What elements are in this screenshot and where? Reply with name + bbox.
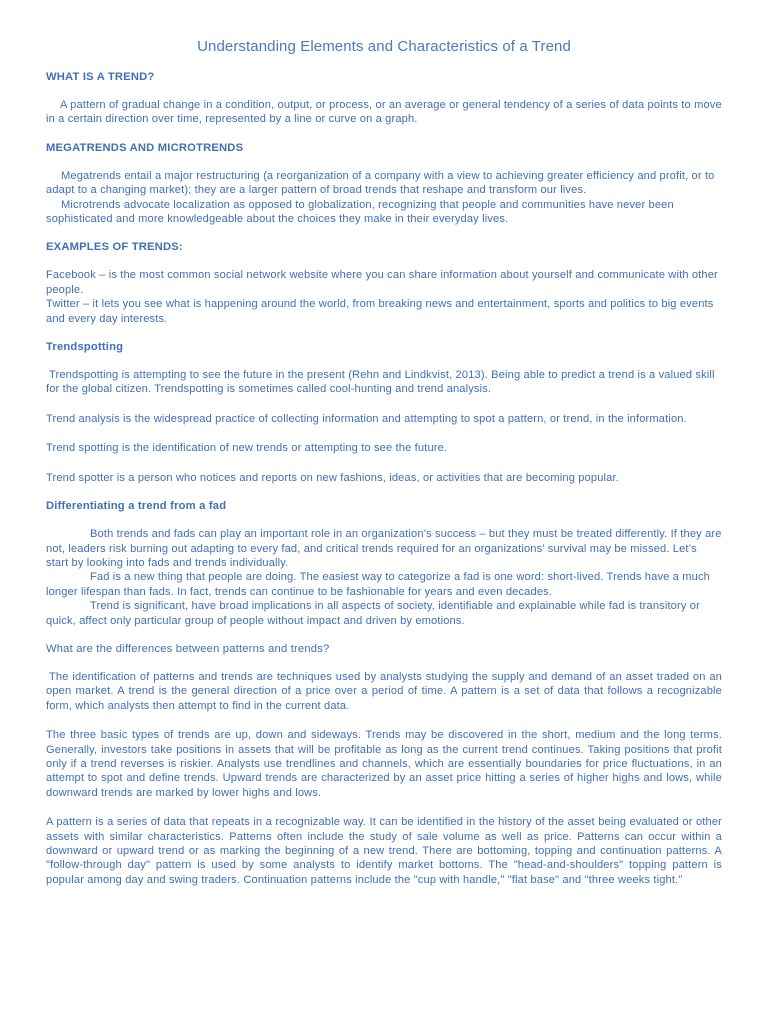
paragraph-trend-types: The three basic types of trends are up, down and sideways. Trends may be discovered in the short, medium and the long terms. Generally, investors take positions in assets that will be profitable as long as the current trend continues. Taking positions that profit only if a trend reverses is riskier. Analysts use trendlines and channels, which are essentially boundaries for price fluctuations, in an attempt to spot and define trends. Upward trends are characterized by an asset price hitting a series of higher highs and lows, while downward trends are marked by lower highs and lows. (46, 729, 722, 799)
heading-what-is-trend: WHAT IS A TREND? (46, 71, 155, 83)
paragraph-trend-spotter: Trend spotter is a person who notices and reports on new fashions, ideas, or activities that are becoming popular. (46, 471, 619, 484)
heading-trend-vs-fad: Differentiating a trend from a fad (46, 500, 227, 513)
paragraph-megatrends: Megatrends entail a major restructuring (a reorganization of a company with a view to achieving greater efficiency and profit, or to adapt to a changing market); they are a larger pattern of broad trends that reshape and transform our lives. (46, 169, 715, 197)
paragraph-fad: Fad is a new thing that people are doing. The easiest way to categorize a fad is one word: short-lived. Trends have a much longer lifespan than fads. In fact, trends can continue to be fashionable for years and even decades. (46, 571, 710, 598)
heading-patterns-trends: What are the differences between patterns and trends? (46, 642, 330, 655)
heading-mega-micro: MEGATRENDS AND MICROTRENDS (46, 141, 244, 154)
paragraph-trendspotting-definition: Trendspotting is attempting to see the future in the present (Rehn and Lindkvist, 2013). Being able to predict a trend is a valued skill for the global citizen. Trendspotting is sometimes called cool-hunting and trend analysis. (46, 369, 715, 396)
paragraph-trend-analysis: Trend analysis is the widespread practice of collecting information and attempting to spot a pattern, or trend, in the information. (46, 412, 687, 425)
paragraph-trend-spotting: Trend spotting is the identification of new trends or attempting to see the future. (46, 442, 448, 455)
paragraph-microtrends: Microtrends advocate localization as opposed to globalization, recognizing that people and communities have never been sophisticated and more knowledgeable about the choices they make in their everyday lives. (46, 198, 674, 226)
paragraph-patterns-identification: The identification of patterns and trends are techniques used by analysts studying the supply and demand of an asset traded on an open market. A trend is the general direction of a price over a period of time. A pattern is a set of data that follows a recognizable form, which analysts then attempt to find in the current data. (46, 670, 722, 712)
heading-examples: EXAMPLES OF TRENDS: (46, 241, 183, 254)
paragraph-what-is-trend: A pattern of gradual change in a condition, output, or process, or an average or general tendency of a series of data points to move in a certain direction over time, represented by a line or curve on a graph. (46, 99, 722, 126)
paragraph-facebook: Facebook – is the most common social network website where you can share information about yourself and communicate with other people. (46, 269, 718, 296)
heading-trendspotting: Trendspotting (46, 341, 124, 354)
paragraph-trend-significance: Trend is significant, have broad implications in all aspects of society, identifiable and explainable while fad is transitory or quick, affect only particular group of people without impact and driven by emotions. (46, 600, 700, 627)
paragraph-pattern-definition: A pattern is a series of data that repeats in a recognizable way. It can be identified in the history of the asset being evaluated or other assets with similar characteristics. Patterns often include the study of sale volume as well as price. Patterns can occur within a downward or upward trend or as marking the beginning of a new trend. There are bottoming, topping and continuation patterns. A "follow-through day" pattern is used by some analysts to identify market bottoms. The "head-and-shoulders" topping pattern is popular among day and swing traders. Continuation patterns include the "cup with handle," "flat base" and "three weeks tight." (46, 816, 722, 886)
paragraph-twitter: Twitter – it lets you see what is happening around the world, from breaking news and entertainment, sports and politics to big events and every day interests. (46, 298, 714, 325)
paragraph-trends-and-fads: Both trends and fads can play an important role in an organization’s success – but they must be treated differently. If they are not, leaders risk burning out adapting to every fad, and critical trends required for an organizations’ survival may be missed. Let’s start by looking into fads and trends individually. (46, 528, 722, 569)
document-title: Understanding Elements and Characteristics of a Trend (197, 38, 571, 55)
